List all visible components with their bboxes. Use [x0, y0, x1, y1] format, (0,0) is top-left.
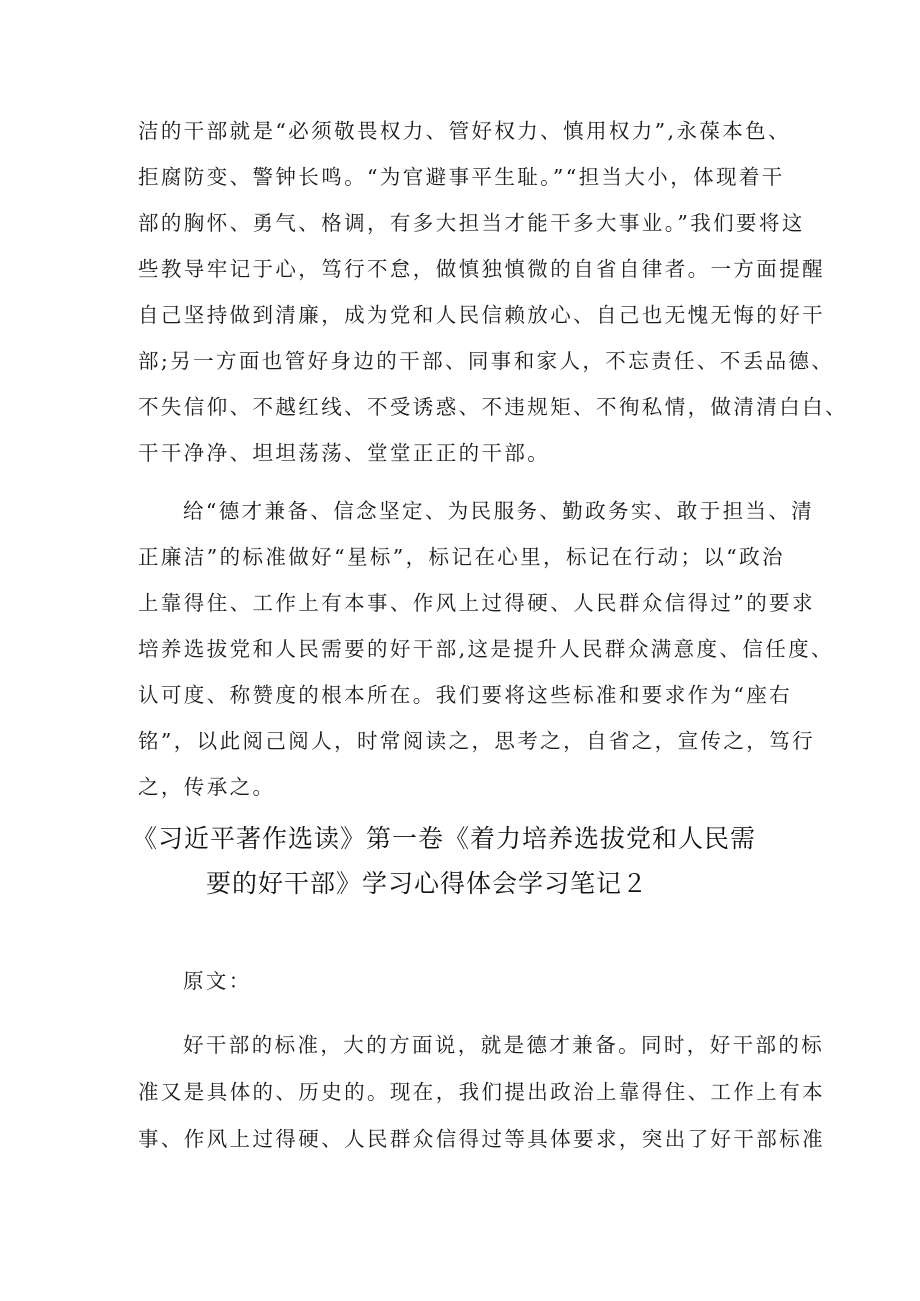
paragraph-line: 好干部的标准，大的方面说，就是德才兼备。同时，好干部的标: [183, 1033, 825, 1057]
paragraph-line: 准又是具体的、历史的。现在，我们提出政治上靠得住、工作上有本: [138, 1080, 825, 1104]
paragraph-line: 部的胸怀、勇气、格调，有多大担当才能干多大事业。”我们要将这: [138, 211, 805, 235]
paragraph-line: 铭”，以此阅己阅人，时常阅读之，思考之，自省之，宣传之，笃行: [138, 729, 815, 753]
paragraph-line: 干干净净、坦坦荡荡、堂堂正正的干部。: [138, 441, 551, 465]
paragraph-line: 洁的干部就是“必须敬畏权力、管好权力、慎用权力”,永葆本色、: [138, 119, 791, 143]
paragraph-line: 认可度、称赞度的根本所在。我们要将这些标准和要求作为“座右: [138, 683, 793, 707]
paragraph-line: 给“德才兼备、信念坚定、为民服务、勤政务实、敢于担当、清: [183, 499, 815, 523]
section-heading-line-2: 要的好干部》学习心得体会学习笔记２: [206, 869, 649, 898]
paragraph-line: 正廉洁”的标准做好“星标”，标记在心里，标记在行动；以“政治: [138, 545, 785, 569]
paragraph-line: 事、作风上过得硬、人民群众信得过等具体要求，突出了好干部标准: [138, 1127, 825, 1151]
paragraph-line: 培养选拔党和人民需要的好干部,这是提升人民群众满意度、信任度、: [138, 637, 834, 661]
paragraph-line: 些教导牢记于心，笃行不怠，做慎独慎微的自省自律者。一方面提醒: [138, 257, 825, 281]
paragraph-line: 自己坚持做到清廉，成为党和人民信赖放心、自己也无愧无悔的好干: [138, 303, 825, 327]
paragraph-line: 拒腐防变、警钟长鸣。“为官避事平生耻。”“担当大小，体现着干: [138, 165, 785, 189]
paragraph-line: 之，传承之。: [138, 775, 276, 799]
original-text-label: 原文：: [183, 969, 252, 993]
paragraph-line: 上靠得住、工作上有本事、作风上过得硬、人民群众信得过”的要求: [138, 591, 815, 615]
section-heading-line-1: 《习近平著作选读》第一卷《着力培养选拔党和人民需: [132, 824, 757, 853]
paragraph-line: 不失信仰、不越红线、不受诱惑、不违规矩、不徇私情，做清清白白、: [138, 395, 848, 419]
paragraph-line: 部;另一方面也管好身边的干部、同事和家人，不忘责任、不丢品德、: [138, 349, 835, 373]
